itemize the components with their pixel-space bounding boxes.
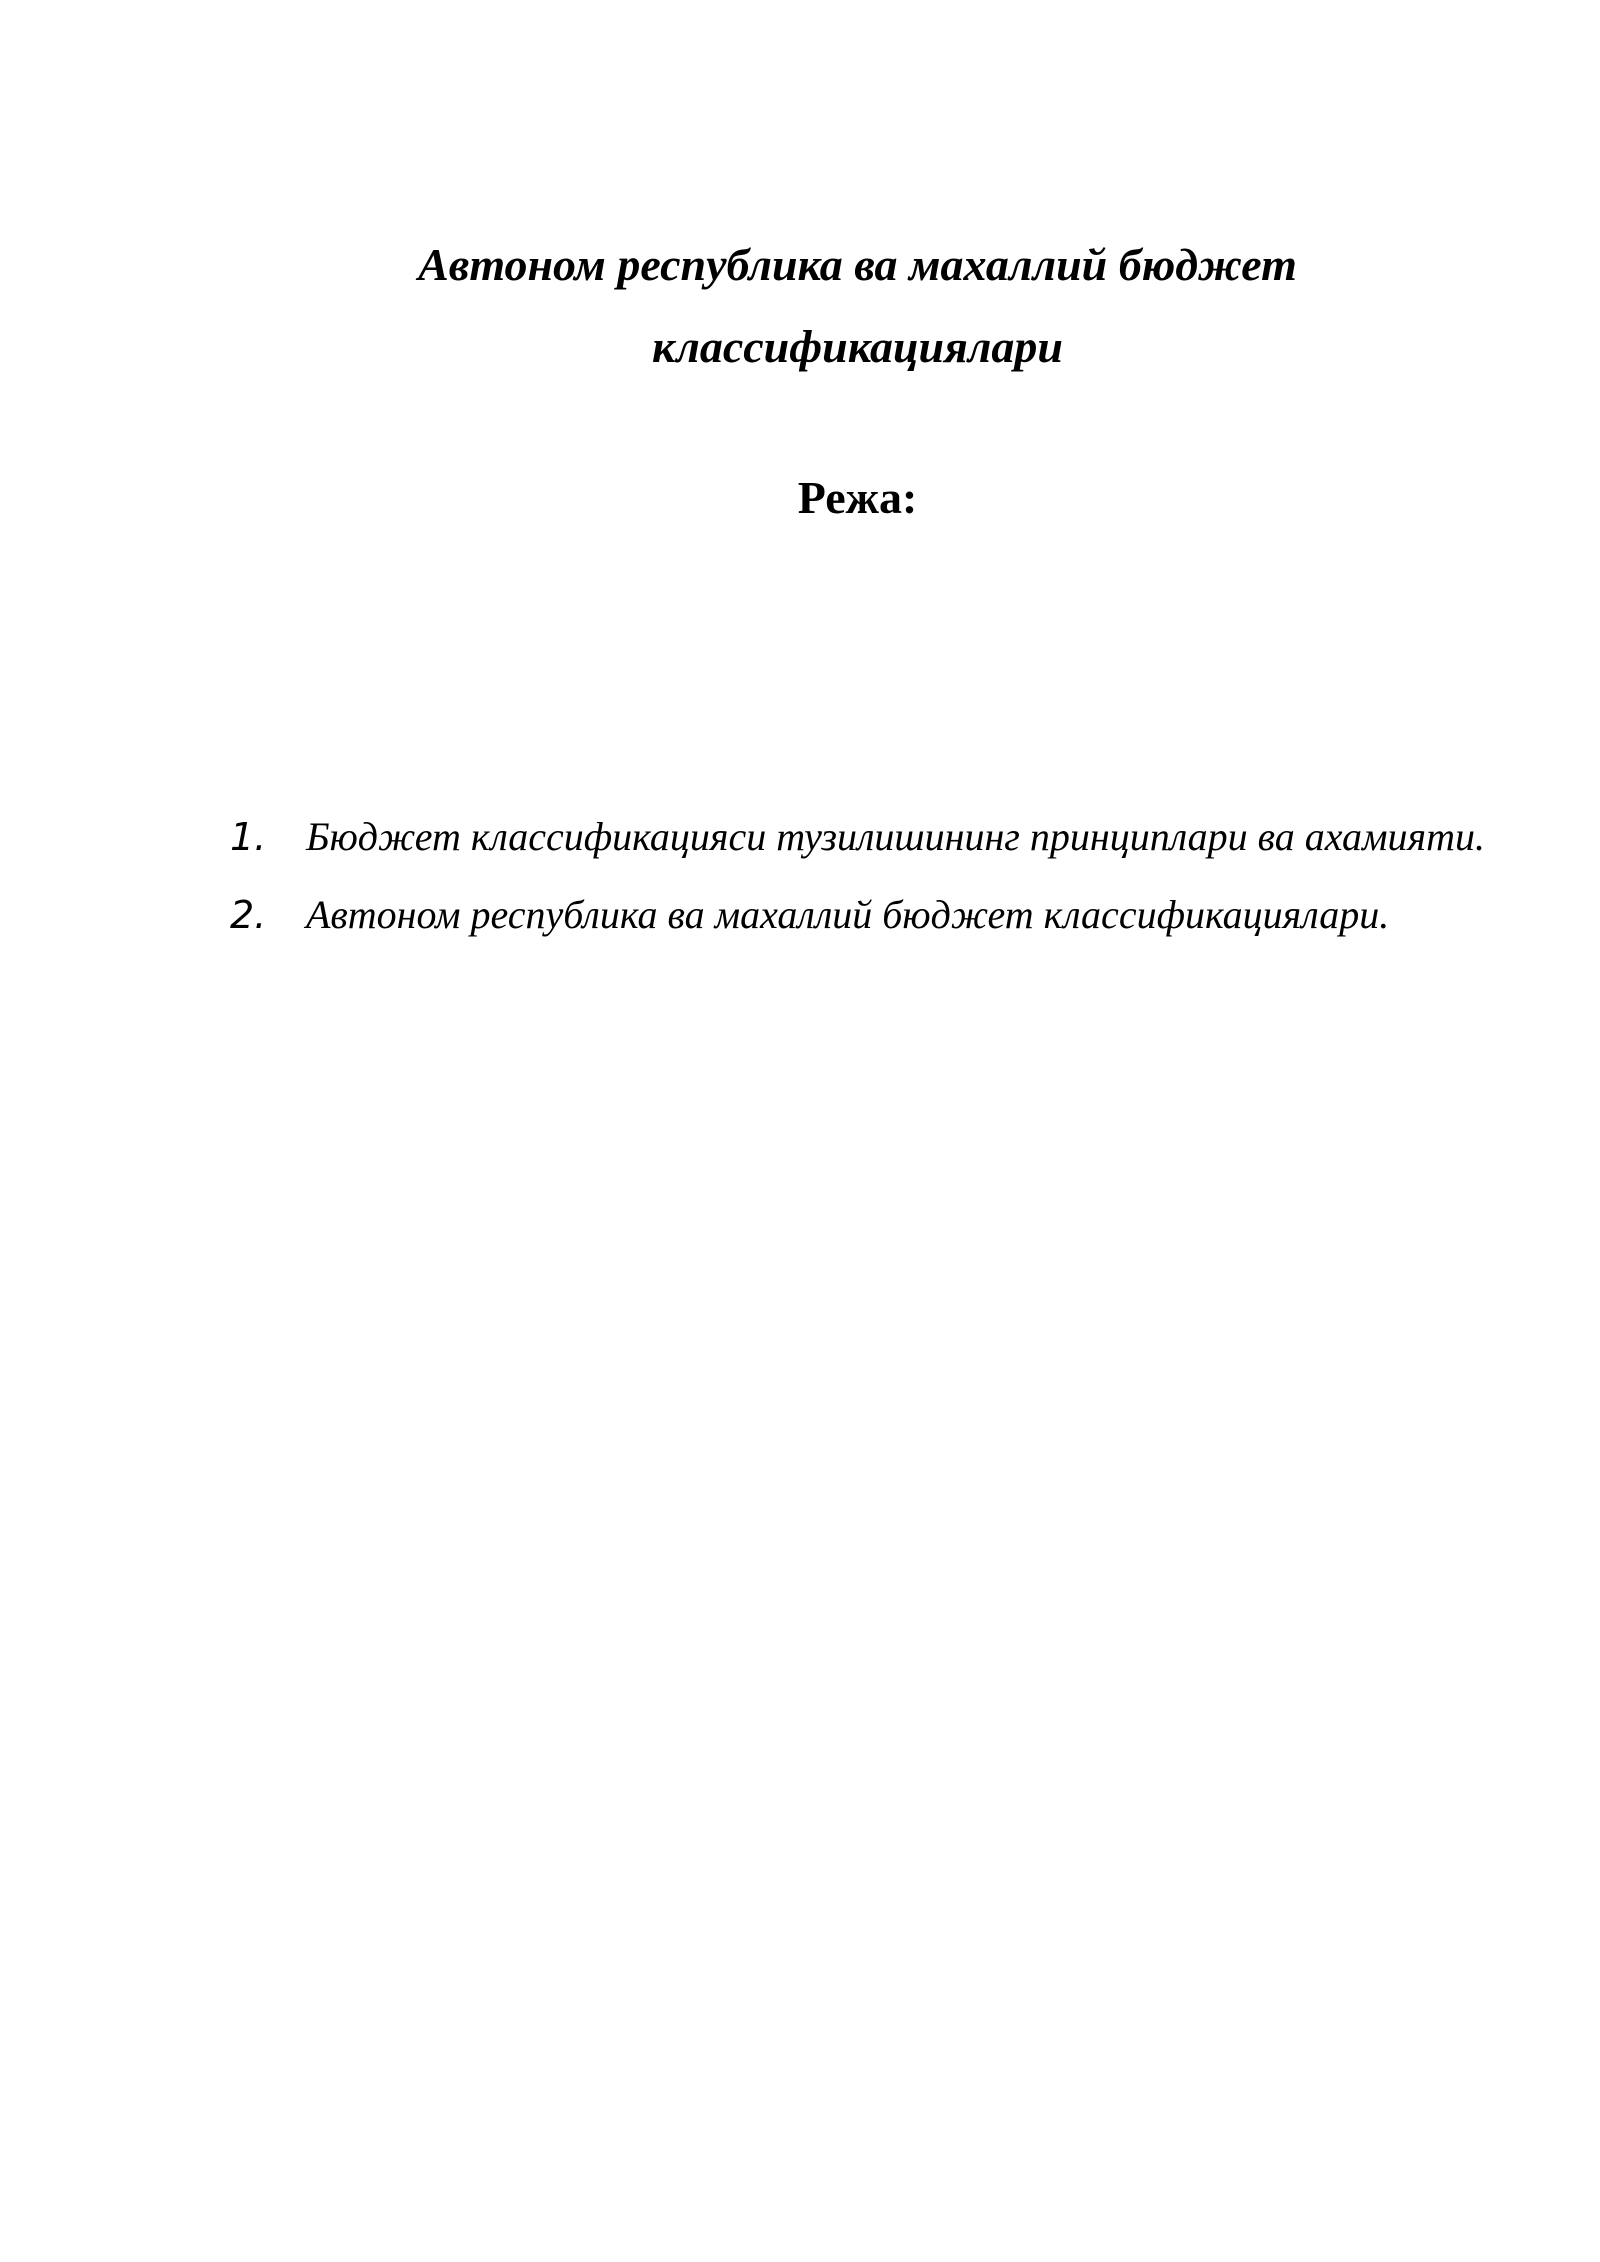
document-title (230, 224, 1485, 388)
plan-item-number: 2. (230, 893, 267, 937)
plan-item-1 (230, 798, 1530, 876)
plan-heading: Режа: (797, 472, 918, 523)
plan-item-text: Автоном республика ва махаллий бюджет классификациялари. (306, 892, 1390, 937)
document-title-line-2: классификациялари (652, 321, 1063, 372)
plan-item-2 (230, 876, 1530, 954)
plan-list (230, 798, 1530, 954)
plan-item-text: Бюджет классификацияси тузилишининг принциплари ва ахамияти. (306, 814, 1485, 859)
plan-item-number: 1. (230, 815, 267, 859)
document-title-line-1: Автоном республика ва махаллий бюджет (418, 239, 1297, 290)
